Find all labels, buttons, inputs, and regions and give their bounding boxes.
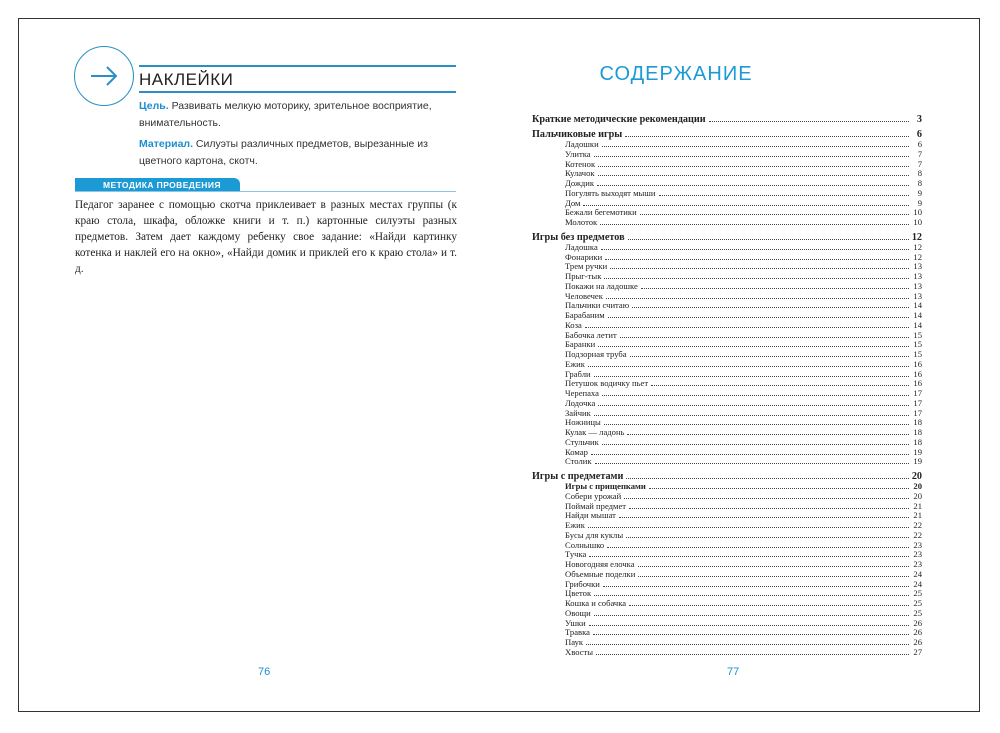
toc-leader-dots [602,444,909,445]
toc-page-number: 14 [913,300,922,311]
toc-entry[interactable] [532,457,922,467]
toc-leader-dots [601,249,909,250]
toc-leader-dots [598,405,909,406]
toc-label: Трем ручки [565,261,608,272]
toc-label: Лодочка [565,397,596,408]
toc-page-number: 18 [913,436,922,447]
toc-leader-dots [594,415,909,416]
toc-page-number: 27 [913,646,922,657]
toc-entry[interactable] [532,189,922,199]
toc-page-number: 17 [913,407,922,418]
toc-label: Барабаним [565,310,605,320]
toc-page-number: 26 [913,637,922,647]
toc-leader-dots [598,175,909,176]
toc-label: Найди мышат [565,510,616,521]
toc-leader-dots [604,424,909,425]
toc-page-number: 13 [913,290,922,301]
toc-leader-dots [638,576,909,577]
toc-page-number: 22 [913,520,922,530]
toc-page-number: 18 [913,427,922,437]
toc-leader-dots [605,259,909,260]
toc-leader-dots [585,327,909,328]
toc-label: Собери урожай [565,490,622,501]
toc-label: Ладошки [565,139,599,149]
toc-page-number: 17 [913,397,922,408]
toc-entry[interactable] [532,619,922,629]
toc-label: Кулак — ладонь [565,427,625,437]
toc-leader-dots [628,239,909,240]
goal-paragraph [139,98,457,132]
toc-leader-dots [641,288,909,289]
toc-label: Новогодняя елочка [565,559,635,569]
toc-label: Черепаха [565,388,599,398]
toc-leader-dots [610,268,909,269]
toc-label: Человечек [565,290,603,301]
toc-leader-dots [594,376,909,377]
toc-label: Молоток [565,217,598,227]
toc-page-number: 25 [913,588,922,599]
toc-label: Пальчики считаю [565,300,630,311]
toc-page-number: 25 [913,607,922,618]
toc-label: Ежик [565,358,585,369]
toc-page-number: 21 [913,510,922,521]
toc-leader-dots [595,463,909,464]
toc-leader-dots [630,356,909,357]
toc-entry[interactable] [532,648,922,658]
toc-label: Игры без предметов [532,231,625,243]
game-title: НАКЛЕЙКИ [139,70,234,89]
toc-leader-dots [629,508,909,509]
toc-page-number: 20 [911,471,922,482]
toc-label: Травка [565,627,590,638]
toc-page-number: 8 [917,178,922,188]
toc-page-number: 6 [917,139,922,149]
toc-leader-dots [629,605,909,606]
toc-leader-dots [602,395,909,396]
title-rule-bottom [139,91,456,93]
toc-page-number: 19 [913,446,922,457]
toc-leader-dots [593,634,909,635]
toc-leader-dots [604,278,909,279]
toc-label: Солнышко [565,539,605,550]
toc-label: Прыг-тык [565,271,602,281]
toc-page-number: 13 [913,271,922,281]
toc-page-number: 24 [913,568,922,579]
toc-label: Грибочки [565,578,600,589]
method-body: Педагог заранее с помощью скотча приклеивает в разных местах группы (к краю стола, шкафа, обложке книги и т. п.) картонные силуэты разных предметов. Затем дает каждому ребенку свое задание: «Найди картинку котенка и наклей его на окно», «Найди домик и приклей его к краю стола» и т. д. [75,199,457,275]
toc-label: Объемные поделки [565,568,636,579]
toc-page-number: 15 [913,349,922,359]
toc-label: Коза [565,319,582,330]
toc-leader-dots [659,195,909,196]
toc-leader-dots [620,337,909,338]
toc-leader-dots [603,586,909,587]
toc-page-number: 22 [913,529,922,540]
toc-label: Дождик [565,178,595,188]
toc-page-number: 10 [913,207,922,218]
page-number-right: 77 [727,666,740,678]
toc-entry[interactable] [532,218,922,228]
table-of-contents [532,114,922,658]
toc-label: Ушки [565,617,586,628]
toc-label: Зайчик [565,407,591,418]
toc-label: Бабочка летит [565,329,617,340]
toc-label: Игры с предметами [532,471,624,482]
toc-page-number: 9 [917,197,922,208]
toc-label: Комар [565,446,588,457]
toc-label: Ладошка [565,241,598,252]
toc-page-number: 25 [913,598,922,608]
title-rule-top [139,65,456,67]
toc-leader-dots [594,615,909,616]
toc-leader-dots [626,537,909,538]
toc-page-number: 17 [913,388,922,398]
toc-page-number: 15 [913,329,922,340]
toc-page-number: 3 [916,114,922,125]
toc-page-number: 20 [913,481,922,491]
toc-label: Ножницы [565,417,601,428]
toc-leader-dots [638,566,909,567]
toc-leader-dots [709,121,909,122]
toc-page-number: 20 [913,490,922,501]
toc-label: Подзорная труба [565,349,627,359]
toc-leader-dots [627,434,909,435]
toc-page-number: 14 [913,310,922,320]
toc-page-number: 16 [913,358,922,369]
toc-entry[interactable] [532,438,922,448]
toc-label: Хвосты [565,646,594,657]
toc-label: Поймай предмет [565,500,627,511]
toc-leader-dots [591,454,909,455]
toc-leader-dots [602,146,909,147]
toc-leader-dots [596,654,909,655]
toc-section[interactable] [532,114,922,125]
toc-page-number: 12 [911,231,922,243]
material-text: Силуэты различных предметов, вырезанные из цветного картона, скотч. [139,138,428,167]
toc-label: Котенок [565,158,596,169]
toc-label: Игры с прищепками [565,481,646,491]
toc-leader-dots [594,595,909,596]
toc-page-number: 23 [913,559,922,569]
toc-entry[interactable] [532,311,922,321]
toc-label: Кулачок [565,168,595,179]
page-number-left: 76 [258,666,271,678]
toc-label: Тучка [565,549,587,560]
toc-page-number: 7 [917,148,922,159]
toc-page-number: 8 [917,168,922,179]
toc-leader-dots [594,156,909,157]
toc-leader-dots [607,547,909,548]
toc-page-number: 16 [913,378,922,389]
toc-label: Стульчик [565,436,599,447]
toc-entry[interactable] [532,511,922,521]
toc-label: Ежик [565,520,585,530]
toc-leader-dots [597,185,909,186]
toc-leader-dots [619,517,909,518]
toc-leader-dots [651,385,909,386]
toc-page-number: 12 [913,251,922,262]
toc-label: Овощи [565,607,591,618]
arrow-right-icon [74,46,134,106]
toc-label: Столик [565,456,592,467]
toc-leader-dots [606,298,909,299]
toc-page-number: 9 [917,187,922,198]
toc-page-number: 21 [913,500,922,511]
toc-label: Бежали бегемотики [565,207,637,218]
toc-leader-dots [625,136,909,137]
material-label: Материал. [139,138,193,150]
toc-page-number: 14 [913,319,922,330]
toc-leader-dots [600,224,909,225]
goal-label: Цель. [139,100,169,112]
toc-label: Петушок водичку пьет [565,378,649,389]
toc-page-number: 26 [913,617,922,628]
toc-entry[interactable] [532,628,922,638]
toc-leader-dots [588,527,909,528]
toc-label: Пальчиковые игры [532,129,623,140]
toc-page-number: 13 [913,261,922,272]
toc-label: Фонарики [565,251,603,262]
section-tab: МЕТОДИКА ПРОВЕДЕНИЯ [75,178,240,192]
toc-leader-dots [598,166,909,167]
toc-page-number: 23 [913,549,922,560]
toc-page-number: 24 [913,578,922,589]
toc-leader-dots [588,366,909,367]
toc-label: Погулять выходят мыши [565,187,656,198]
toc-entry[interactable] [532,541,922,551]
toc-page-number: 10 [913,217,922,227]
toc-label: Паук [565,637,584,647]
toc-leader-dots [624,498,909,499]
toc-page-number: 16 [913,368,922,379]
toc-page-number: 6 [916,129,922,140]
toc-label: Краткие методические рекомендации [532,114,706,125]
toc-page-number: 12 [913,241,922,252]
toc-leader-dots [589,625,909,626]
toc-leader-dots [586,644,909,645]
goal-text: Развивать мелкую моторику, зрительное восприятие, внимательность. [139,100,432,129]
toc-label: Кошка и собачка [565,598,627,608]
toc-page-number: 19 [913,456,922,467]
toc-label: Цветок [565,588,592,599]
toc-page-number: 26 [913,627,922,638]
toc-label: Покажи на ладошке [565,280,638,291]
toc-page-number: 15 [913,339,922,350]
toc-label: Бусы для куклы [565,529,624,540]
toc-leader-dots [640,214,909,215]
toc-label: Грабли [565,368,591,379]
toc-leader-dots [632,307,909,308]
toc-leader-dots [608,317,909,318]
toc-entry[interactable] [532,609,922,619]
toc-leader-dots [626,478,908,479]
section-rule [75,191,456,192]
toc-label: Баранки [565,339,596,350]
toc-page-number: 7 [917,158,922,169]
toc-entry[interactable] [532,350,922,360]
toc-label: Дом [565,197,581,208]
toc-leader-dots [589,556,909,557]
toc-leader-dots [583,205,909,206]
toc-page-number: 13 [913,280,922,291]
toc-leader-dots [649,488,909,489]
toc-label: Улитка [565,148,591,159]
toc-page-number: 23 [913,539,922,550]
contents-title: СОДЕРЖАНИЕ [599,63,753,85]
toc-page-number: 18 [913,417,922,428]
material-paragraph [139,136,457,170]
toc-leader-dots [598,346,909,347]
